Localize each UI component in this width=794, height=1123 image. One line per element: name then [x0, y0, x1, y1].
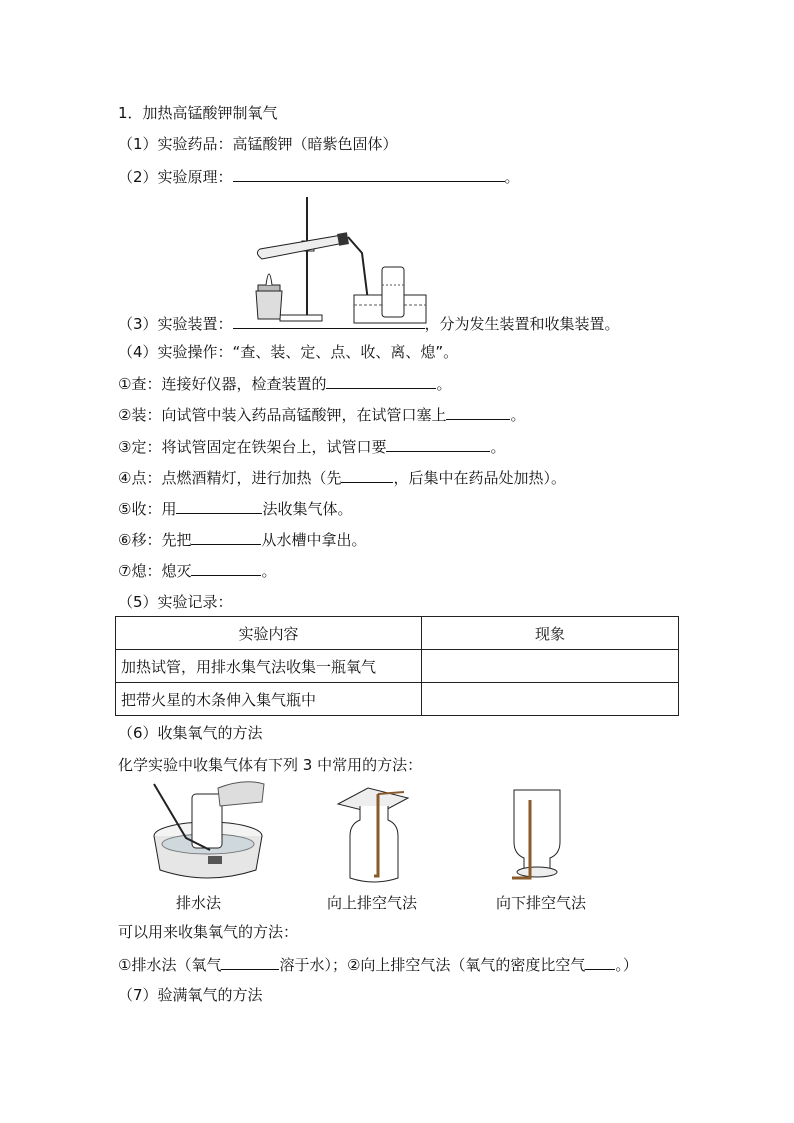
- step-6: ⑥移：先把 从水槽中拿出。: [118, 531, 367, 549]
- step-3: ③定：将试管固定在铁架台上，试管口要 。: [118, 438, 506, 456]
- table-header: 现象: [422, 617, 679, 650]
- table-header: 实验内容: [116, 617, 422, 650]
- table-header-row: [116, 617, 679, 650]
- step-7: ⑦熄：熄灭 。: [118, 562, 277, 580]
- caption-downward: 向下排空气法: [496, 894, 587, 912]
- apparatus-blank: [233, 313, 425, 329]
- table-cell[interactable]: [422, 650, 679, 683]
- downward-air-figure: [506, 786, 568, 886]
- step-5-blank[interactable]: [176, 498, 262, 514]
- step-7-blank[interactable]: [191, 560, 261, 576]
- density-blank[interactable]: [585, 954, 615, 970]
- step-2-blank[interactable]: [446, 404, 510, 420]
- step-5: ⑤收：用 法收集气体。: [118, 500, 353, 518]
- table-row: [116, 650, 679, 683]
- step-4: ④点：点燃酒精灯，进行加热（先 ，后集中在药品处加热）。: [118, 469, 566, 487]
- upward-air-figure: [334, 780, 414, 886]
- collect-intro: 化学实验中收集气体有下列 3 中常用的方法：: [118, 756, 423, 774]
- step-2: ②装：向试管中装入药品高锰酸钾，在试管口塞上 。: [118, 406, 526, 424]
- section-title: 1．加热高锰酸钾制氧气: [118, 104, 278, 122]
- table-row: [116, 683, 679, 716]
- step-1: ①查：连接好仪器，检查装置的 。: [118, 375, 452, 393]
- principle-line: （2）实验原理： 。: [118, 168, 520, 186]
- experiment-drugs: （1）实验药品：高锰酸钾（暗紫色固体）: [118, 135, 398, 153]
- step-6-blank[interactable]: [191, 529, 261, 545]
- table-cell: 把带火星的木条伸入集气瓶中: [116, 683, 422, 716]
- step-1-blank[interactable]: [326, 373, 436, 389]
- record-label: （5）实验记录：: [118, 593, 233, 611]
- step-4-blank[interactable]: [341, 467, 393, 483]
- record-table: [115, 616, 679, 716]
- usable-methods-label: 可以用来收集氧气的方法：: [118, 923, 299, 941]
- table-cell[interactable]: [422, 683, 679, 716]
- water-displacement-figure: [148, 778, 268, 886]
- operation-line: （4）实验操作：“查、装、定、点、收、离、熄”。: [118, 343, 459, 361]
- principle-blank[interactable]: [233, 166, 505, 182]
- caption-upward: 向上排空气法: [327, 894, 418, 912]
- methods-line: ①排水法（氧气 溶于水）；②向上排空气法（氧气的密度比空气 。）: [118, 956, 638, 974]
- verify-heading: （7）验满氧气的方法: [118, 986, 263, 1004]
- step-3-blank[interactable]: [386, 436, 490, 452]
- collect-heading: （6）收集氧气的方法: [118, 724, 263, 742]
- caption-water: 排水法: [176, 894, 222, 912]
- solubility-blank[interactable]: [221, 954, 279, 970]
- table-cell: 加热试管，用排水集气法收集一瓶氧气: [116, 650, 422, 683]
- apparatus-figure: [240, 193, 430, 327]
- apparatus-line: （3）实验装置： ，分为发生装置和收集装置。: [118, 315, 620, 333]
